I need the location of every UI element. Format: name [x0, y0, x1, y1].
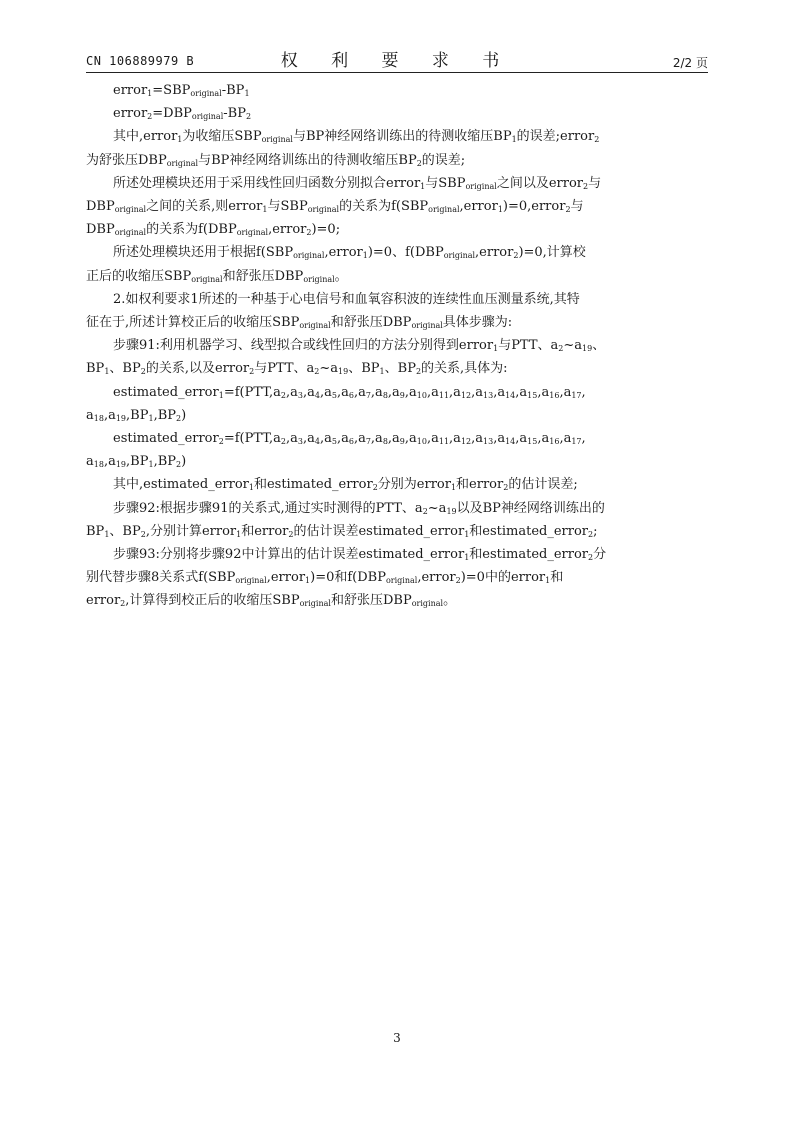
text-run: BP: [86, 361, 105, 377]
page-header: [86, 46, 708, 73]
subscript: 5: [331, 390, 337, 400]
subscript: 1: [248, 483, 254, 493]
text-run: ,a: [387, 384, 400, 400]
subscript: original: [191, 274, 223, 284]
subscript: 2: [415, 367, 422, 377]
subscript: 17: [571, 437, 582, 447]
subscript: original: [191, 112, 224, 122]
subscript: 1: [148, 460, 154, 470]
subscript: 19: [582, 344, 593, 354]
subscript: 14: [505, 437, 516, 447]
subscript: 2: [565, 205, 571, 215]
text-run: ,error: [459, 199, 498, 215]
subscript: 2: [147, 112, 153, 122]
subscript: 2: [176, 460, 182, 470]
text-run: ,: [581, 431, 586, 447]
claim-text-line: [86, 381, 708, 404]
text-run: 征在于,所述计算校正后的收缩压SBP: [86, 315, 300, 331]
subscript: 3: [297, 390, 303, 400]
text-run: ,a: [449, 431, 461, 447]
text-run: a: [86, 454, 94, 470]
subscript: original: [299, 599, 331, 609]
patent-number: CN 106889979 B: [86, 54, 195, 68]
subscript: 2: [372, 483, 378, 493]
claim-text-line: [86, 427, 708, 450]
subscript: 15: [527, 390, 538, 400]
claim-text-line: [86, 125, 708, 148]
text-run: 与: [570, 199, 584, 215]
claim-text-line: [86, 79, 708, 102]
text-run: 的关系,以及error: [145, 361, 250, 377]
text-run: ,a: [493, 431, 506, 447]
subscript: 17: [571, 390, 582, 400]
text-run: ,a: [302, 431, 315, 447]
text-run: 之间以及error: [496, 175, 584, 191]
text-run: 的关系为f(DBP: [146, 222, 237, 238]
subscript: 2: [218, 437, 224, 447]
text-run: )=0和f(DBP: [310, 570, 386, 586]
subscript: 2: [558, 344, 564, 354]
subscript: 2: [245, 112, 252, 122]
text-run: ,BP: [126, 407, 149, 423]
page-number: 3: [393, 1031, 401, 1045]
text-run: ,a: [370, 431, 383, 447]
subscript: 8: [382, 437, 388, 447]
subscript: 2: [120, 599, 126, 609]
claims-body: [86, 79, 708, 613]
text-run: ,a: [426, 431, 439, 447]
text-run: ,a: [404, 384, 417, 400]
text-run: BP: [86, 523, 105, 539]
text-run: ,BP: [153, 454, 176, 470]
subscript: 11: [438, 390, 450, 400]
text-run: 和舒张压DBP: [330, 593, 412, 609]
claim-text-line: [86, 334, 708, 357]
text-run: error: [113, 106, 148, 122]
text-run: 。: [334, 268, 348, 284]
text-run: ~a: [563, 338, 583, 354]
text-run: 、BP: [109, 361, 141, 377]
text-run: 与: [588, 175, 602, 191]
text-run: 为收缩压SBP: [182, 129, 262, 145]
text-run: ,a: [559, 384, 572, 400]
claim-text-line: [86, 311, 708, 334]
subscript: 8: [382, 390, 388, 400]
text-run: ,error: [417, 570, 456, 586]
text-run: =SBP: [152, 83, 191, 98]
subscript: 1: [450, 483, 457, 493]
text-run: 与PTT、a: [498, 338, 559, 354]
text-run: -BP: [221, 83, 245, 98]
text-run: 之间的关系,则error: [146, 199, 263, 215]
text-run: ,a: [559, 431, 572, 447]
text-run: 和estimated_error: [253, 477, 373, 493]
text-run: estimated_error: [113, 384, 219, 400]
claim-text-line: [86, 195, 708, 218]
text-run: error: [86, 593, 121, 609]
text-run: 步骤92:根据步骤91的关系式,通过实时测得的PTT、a: [113, 500, 423, 516]
subscript: 1: [493, 344, 499, 354]
text-run: 的估计误差;: [508, 477, 578, 493]
text-run: 的估计误差estimated_error: [293, 523, 465, 539]
text-run: ,a: [103, 407, 116, 423]
subscript: 1: [464, 553, 470, 563]
text-run: ,a: [387, 431, 400, 447]
text-run: ,error: [324, 245, 363, 261]
text-run: 和error: [241, 523, 289, 539]
subscript: 18: [93, 413, 104, 423]
text-run: ,a: [449, 384, 461, 400]
subscript: 13: [483, 437, 494, 447]
text-run: ,a: [336, 384, 349, 400]
text-run: 的误差;: [421, 152, 466, 168]
subscript: 2: [455, 576, 461, 586]
text-run: ,a: [319, 384, 332, 400]
subscript: original: [411, 599, 444, 609]
text-run: =f(PTT,a: [223, 384, 281, 400]
text-run: 其中,error: [113, 129, 178, 145]
subscript: 1: [244, 89, 250, 98]
subscript: original: [114, 205, 147, 215]
text-run: 为舒张压DBP: [86, 152, 167, 168]
subscript: 19: [446, 506, 457, 516]
text-run: )=0;: [311, 222, 341, 238]
subscript: 4: [314, 390, 320, 400]
subscript: 1: [148, 413, 154, 423]
text-run: DBP: [86, 222, 115, 238]
subscript: original: [428, 205, 460, 215]
subscript: 2: [140, 529, 146, 539]
subscript: 13: [483, 390, 494, 400]
subscript: 19: [338, 367, 349, 377]
text-run: 具体步骤为:: [442, 315, 513, 331]
subscript: 1: [262, 205, 268, 215]
text-run: ,a: [370, 384, 383, 400]
text-run: estimated_error: [113, 431, 219, 447]
subscript: 1: [218, 390, 224, 400]
text-run: ,a: [302, 384, 315, 400]
text-run: 分别为error: [377, 477, 451, 493]
text-run: 的误差;error: [516, 129, 595, 145]
subscript: 10: [416, 437, 427, 447]
text-run: 的关系为f(SBP: [339, 199, 429, 215]
text-run: ,a: [319, 431, 332, 447]
subscript: original: [236, 228, 269, 238]
subscript: 2: [588, 529, 594, 539]
text-run: )=0,计算校: [518, 245, 586, 261]
text-run: ,: [581, 384, 586, 400]
subscript: 2: [513, 251, 519, 261]
text-run: 、BP: [348, 361, 380, 377]
text-run: )=0中的error: [460, 570, 546, 586]
claim-text-line: [86, 543, 708, 566]
text-run: 分: [593, 547, 607, 563]
text-run: ,a: [353, 384, 366, 400]
text-run: ,a: [336, 431, 349, 447]
text-run: 与BP神经网络训练出的待测收缩压BP: [198, 152, 417, 168]
subscript: original: [190, 89, 222, 98]
text-run: 、: [592, 338, 606, 354]
text-run: ~a: [427, 500, 447, 516]
text-run: ,a: [103, 454, 116, 470]
text-run: 与PTT、a: [254, 361, 315, 377]
text-run: error: [113, 83, 148, 98]
subscript: original: [261, 135, 293, 145]
subscript: 16: [549, 390, 560, 400]
text-run: 与SBP: [267, 199, 308, 215]
text-run: 的关系,具体为:: [421, 361, 508, 377]
subscript: 1: [511, 135, 517, 145]
subscript: original: [307, 205, 340, 215]
page-indicator: 2/2 页: [672, 56, 708, 70]
text-run: ,a: [286, 431, 298, 447]
subscript: 10: [416, 390, 427, 400]
subscript: 2: [503, 483, 509, 493]
subscript: 6: [348, 390, 354, 400]
subscript: 7: [365, 390, 371, 400]
subscript: 1: [147, 89, 153, 98]
subscript: 18: [93, 460, 104, 470]
claim-text-line: [86, 450, 708, 473]
subscript: 2: [280, 437, 286, 447]
text-run: ): [181, 407, 187, 423]
subscript: 19: [115, 460, 127, 470]
text-run: )=0,error: [502, 199, 566, 215]
text-run: 别代替步骤8关系式f(SBP: [86, 570, 236, 586]
text-run: )=0、f(DBP: [367, 245, 444, 261]
claim-text-line: [86, 288, 708, 311]
subscript: 1: [177, 135, 183, 145]
claim-text-line: [86, 149, 708, 172]
subscript: original: [303, 274, 335, 284]
subscript: original: [235, 576, 267, 586]
subscript: original: [114, 228, 147, 238]
subscript: 6: [348, 437, 354, 447]
text-run: ): [181, 454, 187, 470]
text-run: 所述处理模块还用于采用线性回归函数分别拟合error: [113, 175, 421, 191]
subscript: original: [465, 181, 497, 191]
subscript: 12: [460, 437, 472, 447]
text-run: ;: [593, 523, 598, 539]
subscript: 1: [420, 181, 426, 191]
subscript: 9: [399, 437, 405, 447]
text-run: ,error: [475, 245, 514, 261]
text-run: ,a: [471, 384, 484, 400]
subscript: 1: [362, 251, 368, 261]
text-run: ,BP: [126, 454, 149, 470]
subscript: 12: [460, 390, 472, 400]
text-run: ,a: [537, 384, 550, 400]
text-run: 、BP: [109, 523, 141, 539]
text-run: ~a: [319, 361, 339, 377]
claim-text-line: [86, 404, 708, 427]
claim-text-line: [86, 357, 708, 380]
subscript: 1: [104, 367, 110, 377]
subscript: 2: [594, 135, 600, 145]
text-run: ,a: [471, 431, 484, 447]
text-run: 以及BP神经网络训练出的: [456, 500, 605, 516]
claim-text-line: [86, 172, 708, 195]
text-run: ,a: [286, 384, 298, 400]
subscript: 2: [288, 529, 294, 539]
claim-text-line: [86, 473, 708, 496]
text-run: 步骤93:分别将步骤92中计算出的估计误差estimated_error: [113, 547, 465, 563]
subscript: 2: [140, 367, 146, 377]
subscript: 4: [314, 437, 320, 447]
text-run: DBP: [86, 199, 115, 215]
text-run: 和舒张压DBP: [330, 315, 412, 331]
subscript: original: [299, 321, 331, 331]
subscript: 14: [505, 390, 516, 400]
text-run: 和舒张压DBP: [222, 268, 304, 284]
subscript: 19: [115, 413, 127, 423]
claim-text-line: [86, 218, 708, 241]
text-run: 2.如权利要求1所述的一种基于心电信号和血氧容积波的连续性血压测量系统,其特: [113, 291, 580, 307]
subscript: 16: [549, 437, 560, 447]
subscript: original: [385, 576, 418, 586]
subscript: 1: [497, 205, 503, 215]
claim-text-line: [86, 589, 708, 612]
text-run: 与SBP: [425, 175, 466, 191]
text-run: =f(PTT,a: [223, 431, 281, 447]
claim-text-line: [86, 566, 708, 589]
text-run: a: [86, 407, 94, 423]
subscript: 9: [399, 390, 405, 400]
text-run: 、BP: [384, 361, 416, 377]
text-run: ,a: [493, 384, 506, 400]
text-run: ,计算得到校正后的收缩压SBP: [125, 593, 300, 609]
claim-text-line: [86, 102, 708, 125]
text-run: 和error: [456, 477, 504, 493]
claim-text-line: [86, 265, 708, 288]
text-run: 与BP神经网络训练出的待测收缩压BP: [292, 129, 512, 145]
subscript: 2: [314, 367, 320, 377]
text-run: -BP: [223, 106, 246, 122]
text-run: ,a: [515, 431, 528, 447]
text-run: =DBP: [152, 106, 192, 122]
document-title: 权 利 要 求 书: [280, 51, 514, 71]
subscript: 2: [416, 158, 422, 168]
text-run: ,分别计算error: [145, 523, 237, 539]
claim-text-line: [86, 241, 708, 264]
claim-text-line: [86, 497, 708, 520]
subscript: 15: [527, 437, 538, 447]
text-run: ,a: [404, 431, 417, 447]
subscript: 5: [331, 437, 337, 447]
text-run: 其中,estimated_error: [113, 477, 249, 493]
subscript: 2: [422, 506, 428, 516]
subscript: original: [293, 251, 325, 261]
text-run: ,error: [268, 222, 307, 238]
subscript: 3: [297, 437, 303, 447]
subscript: original: [166, 158, 199, 168]
subscript: 11: [438, 437, 450, 447]
text-run: 步骤91:利用机器学习、线型拟合或线性回归的方法分别得到error: [113, 338, 494, 354]
text-run: ,a: [353, 431, 366, 447]
text-run: 和estimated_error: [469, 523, 589, 539]
text-run: 。: [443, 593, 457, 609]
subscript: 1: [545, 576, 551, 586]
subscript: 1: [379, 367, 385, 377]
text-run: ,error: [266, 570, 306, 586]
text-run: ,a: [426, 384, 439, 400]
text-run: 和: [550, 570, 564, 586]
text-run: 所述处理模块还用于根据f(SBP: [113, 245, 294, 261]
subscript: 2: [280, 390, 286, 400]
text-run: ,a: [537, 431, 550, 447]
subscript: 2: [249, 367, 255, 377]
subscript: 2: [588, 553, 594, 563]
subscript: 2: [306, 228, 312, 238]
subscript: 1: [305, 576, 311, 586]
subscript: 7: [365, 437, 371, 447]
claim-text-line: [86, 520, 708, 543]
subscript: 1: [464, 529, 470, 539]
text-run: ,BP: [153, 407, 176, 423]
subscript: 1: [236, 529, 242, 539]
subscript: original: [443, 251, 476, 261]
subscript: original: [411, 321, 443, 331]
subscript: 1: [104, 529, 110, 539]
subscript: 2: [176, 413, 182, 423]
text-run: ,a: [515, 384, 528, 400]
subscript: 2: [583, 181, 589, 191]
text-run: 正后的收缩压SBP: [86, 268, 192, 284]
text-run: 和estimated_error: [469, 547, 589, 563]
